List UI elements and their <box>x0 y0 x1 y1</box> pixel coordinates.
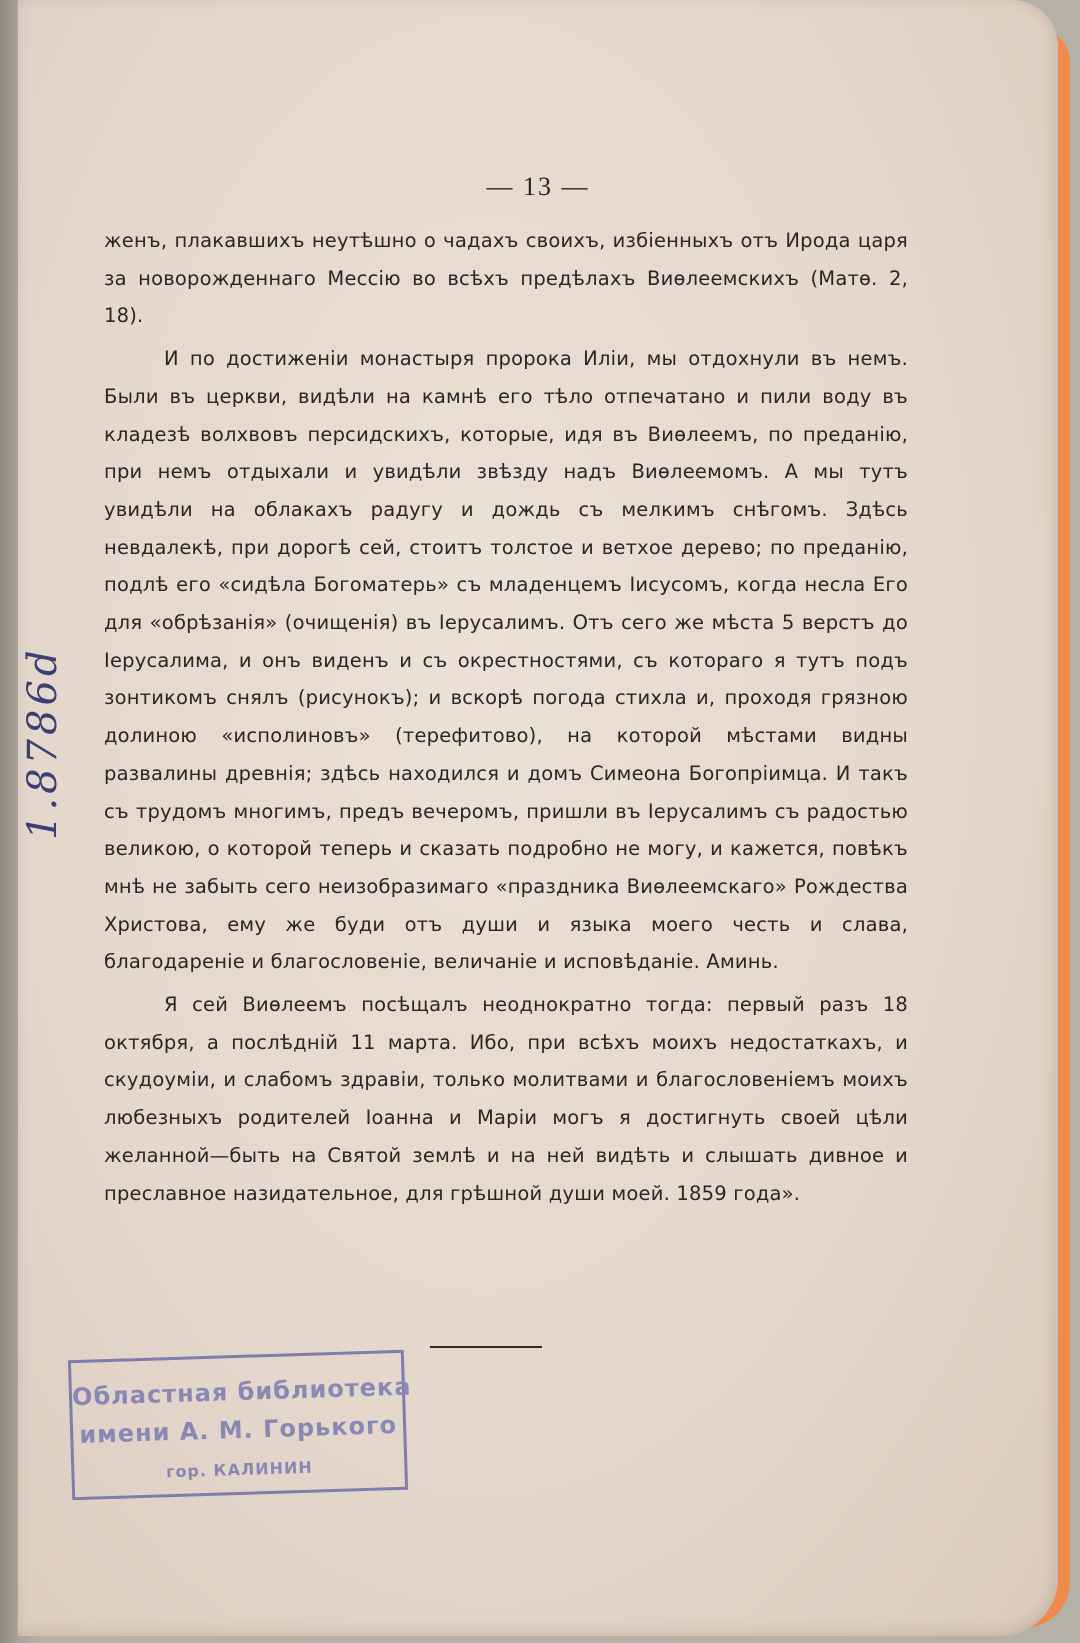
stamp-line-1: Областная библиотека <box>71 1372 412 1412</box>
body-text <box>104 222 908 1212</box>
stamp-line-2: имени А. М. Горького <box>78 1411 398 1449</box>
end-rule <box>430 1346 542 1348</box>
page-number: — 13 — <box>486 172 590 201</box>
library-stamp <box>68 1350 412 1500</box>
paragraph-3: Я сей Виѳлеемъ посѣщалъ неоднократно тогда: первый разъ 18 октября, а послѣдній 11 марта. Ибо, при всѣхъ моихъ недостаткахъ, и скудоуміи, и слабомъ здравіи, только молитвами и благословеніемъ моихъ любезныхъ родителей Іоанна и Маріи могъ я достигнуть своей цѣли желанной—быть на Святой землѣ и на ней видѣть и слышать дивное и преславное назидательное, для грѣшной души моей. 1859 года». <box>104 993 908 1205</box>
paragraph-2: И по достиженіи монастыря пророка Иліи, мы отдохнули въ немъ. Были въ церкви, видѣли на камнѣ его тѣло отпечатано и пили воду въ кладезѣ волхвовъ персидскихъ, которые, идя въ Виѳлеемъ, по преданію, при немъ отдыхали и увидѣли звѣзду надъ Виѳлеемомъ. А мы тутъ увидѣли на облакахъ радугу и дождь съ мелкимъ снѣгомъ. Здѣсь невдалекѣ, при дорогѣ сей, стоитъ толстое и ветхое дерево; по преданію, подлѣ его «сидѣла Богоматерь» съ младенцемъ Іисусомъ, когда несла Его для «обрѣзанія» (очищенія) въ Іерусалимъ. Отъ сего же мѣста 5 верстъ до Іерусалима, и онъ виденъ и съ окрестностями, съ котораго я тутъ подъ зонтикомъ снялъ (рисунокъ); и вскорѣ погода стихла и, проходя грязною долиною «исполиновъ» (терефитово), на которой мѣстами видны развалины древнія; здѣсь находился и домъ Симеона Богопріимца. И такъ съ трудомъ многимъ, предъ вечеромъ, пришли въ Іерусалимъ съ радостью великою, о которой теперь и сказать подробно не могу, и кажется, повѣкъ мнѣ не забыть сего неизобразимаго «праздника Виѳлеемскаго» Рождества Христова, ему же буди отъ души и языка моего честь и слава, благодареніе и благословеніе, величаніе и исповѣданіе. Аминь. <box>104 347 908 974</box>
stamp-line-3: гор. КАЛИНИН <box>165 1457 314 1482</box>
paragraph-1: женъ, плакавшихъ неутѣшно о чадахъ своихъ, избіенныхъ отъ Ирода царя за новорожденнаго Мессію во всѣхъ предѣлахъ Виѳлеемскихъ (Матѳ. 2, 18). <box>104 229 908 328</box>
handwritten-inventory-number: 1.8786d <box>20 646 66 840</box>
